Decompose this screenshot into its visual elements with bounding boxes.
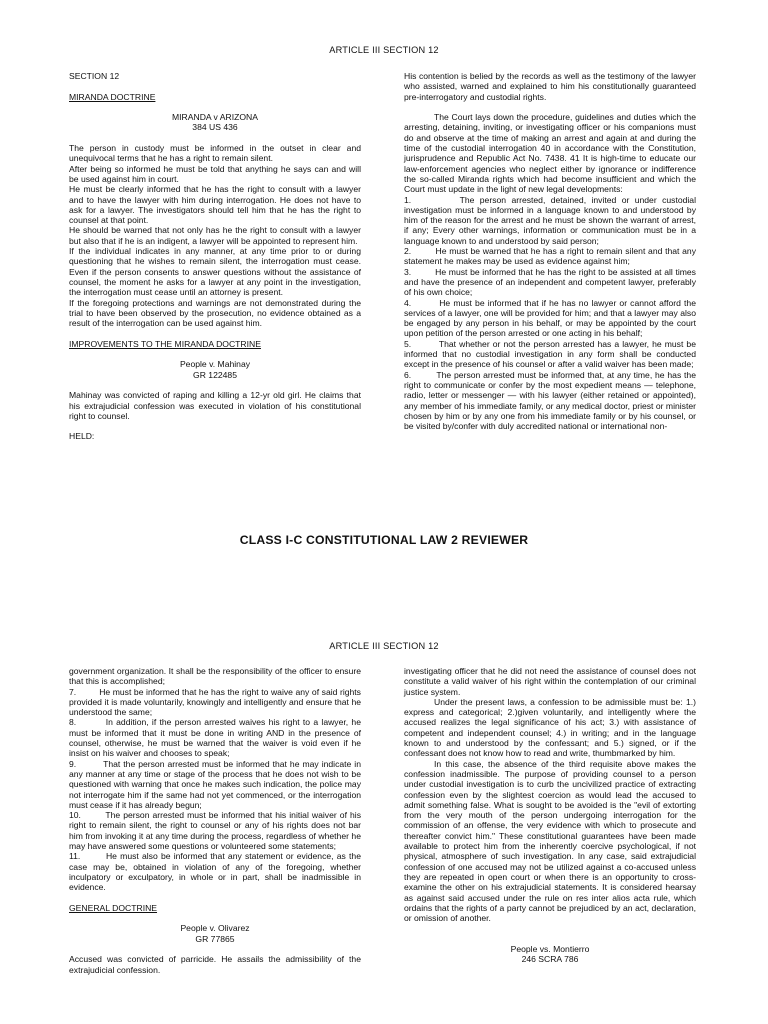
list-number: 2. xyxy=(404,246,412,257)
list-item xyxy=(404,339,696,370)
list-number: 5. xyxy=(404,338,412,349)
paragraph: The Court lays down the procedure, guidelines and duties which the arresting, detaining, inviting, or investigating officer or his companions must do and observe at the time of making an arrest and again at and during the time of the custodial interrogation 40 in accordance with the Constitution, jurisprudence and Republic Act No. 7438. 41 It is high-time to educate our law-enforcement agencies who neglect either by ignorance or indifference the so-called Miranda rights which had become insufficient and which the Court must update in the light of new legal developments: xyxy=(404,112,696,195)
list-text: In addition, if the person arrested waives his right to a lawyer, he must be informed that it must be done in writing AND in the presence of counsel, otherwise, he must be warned that the waiver is void even if he insist on his waiver and chooses to speak; xyxy=(69,717,361,759)
list-item xyxy=(69,759,361,810)
list-item xyxy=(404,195,696,246)
case-name: MIRANDA v ARIZONA xyxy=(172,112,258,123)
page-header: ARTICLE III SECTION 12 xyxy=(329,45,439,55)
list-item xyxy=(404,298,696,339)
list-number: 9. xyxy=(69,758,77,769)
paragraph: Mahinay was convicted of raping and killing a 12-yr old girl. He claims that his extrajudicial confession was executed in violation of his constitutional right to counsel. xyxy=(69,390,361,421)
case-citation: GR 122485 xyxy=(193,369,237,380)
case-citation: 246 SCRA 786 xyxy=(521,954,579,965)
list-number: 1. xyxy=(404,194,412,205)
list-number: 8. xyxy=(69,717,77,728)
list-item xyxy=(69,810,361,851)
paragraph: If the foregoing protections and warnings are not demonstrated during the trial to have been observed by the prosecution, no evidence obtained as a result of the interrogation can be used against him. xyxy=(69,297,361,329)
held-label: HELD: xyxy=(69,431,95,442)
list-text: The person arrested, detained, invited or under custodial investigation must be informed in a language known to and understood by him of the reason for the arrest and he must be shown the warrant of arrest, if any; Every other warnings, information or communication must be in a language known to and understood by said person; xyxy=(404,194,696,246)
list-item xyxy=(69,717,361,758)
list-text: He must be informed that he has the right to be assisted at all times and have the presence of an independent and competent lawyer, preferably of his own choice; xyxy=(404,266,696,298)
section-label: SECTION 12 xyxy=(69,71,120,81)
paragraph: If the individual indicates in any manner, at any time prior to or during questioning that he wishes to remain silent, the interrogation must cease. Even if the person consents to answer questions without the assistance of counsel, the moment he asks for a lawyer at any point in the investigation, the interrogation must cease until an attorney is present. xyxy=(69,246,361,298)
case-name: People v. Olivarez xyxy=(180,923,250,934)
case-citation: GR 77865 xyxy=(195,933,235,944)
list-number: 6. xyxy=(404,369,412,380)
list-item xyxy=(69,851,361,892)
paragraph: Under the present laws, a confession to be admissible must be: 1.) express and categorical; 2.)given voluntarily, and intelligently where the accused realizes the legal significance of his act; 3.) with assistance of competent and independent counsel; 4.) in writing; and in the language known to and understood by the confessant; and 5.) signed, or if the confessant does not know how to read and write, thumbmarked by him. xyxy=(404,696,696,759)
list-text: That the person arrested must be informed that he may indicate in any manner at any time or stage of the process that he does not wish to be questioned with warning that once he makes such indication, the police may not interrogate him if the same had not yet commenced, or the interrogation must cease if it has already begun; xyxy=(69,758,361,810)
list-item xyxy=(404,267,696,298)
paragraph: Accused was convicted of parricide. He assails the admissibility of the extrajudicial confession. xyxy=(69,954,361,975)
improvements-heading: IMPROVEMENTS TO THE MIRANDA DOCTRINE xyxy=(69,338,261,349)
list-text: The person arrested must be informed that his initial waiver of his right to remain silent, the right to counsel or any of his rights does not bar him from invoking it at any time during the process, regardless of whether he may have answered some questions or volunteered some statements; xyxy=(69,810,361,852)
paragraph: He should be warned that not only has he the right to consult with a lawyer but also that if he is an indigent, a lawyer will be appointed to represent him. xyxy=(69,225,361,246)
list-text: He must be warned that he has a right to remain silent and that any statement he makes may be used as evidence against him; xyxy=(404,246,696,267)
page2-right-column xyxy=(404,666,696,965)
reviewer-title: CLASS I-C CONSTITUTIONAL LAW 2 REVIEWER xyxy=(239,533,529,547)
case-name: People vs. Montierro xyxy=(510,944,590,955)
list-number: 4. xyxy=(404,297,412,308)
list-item xyxy=(404,370,696,432)
list-item xyxy=(69,687,361,718)
case-name: People v. Mahinay xyxy=(179,359,251,370)
paragraph: His contention is belied by the records as well as the testimony of the lawyer who assisted, warned and explained to him his constitutionally guaranteed pre-interrogatory and custodial rights. xyxy=(404,71,696,102)
general-doctrine-heading: GENERAL DOCTRINE xyxy=(69,902,158,913)
paragraph: He must be clearly informed that he has the right to consult with a lawyer and to have the lawyer with him during interrogation. He does not have to ask for a lawyer. The investigators should tell him that he has the right to counsel at that point. xyxy=(69,184,361,226)
paragraph: investigating officer that he did not need the assistance of counsel does not constitute a valid waiver of his right within the contemplation of our criminal justice system. xyxy=(404,666,696,697)
list-item xyxy=(404,246,696,267)
paragraph: government organization. It shall be the responsibility of the officer to ensure that this is accomplished; xyxy=(69,666,361,687)
list-number: 3. xyxy=(404,266,412,277)
list-number: 11. xyxy=(69,851,81,862)
doctrine-heading: MIRANDA DOCTRINE xyxy=(69,91,156,102)
case-citation: 384 US 436 xyxy=(192,122,238,133)
list-text: He must be informed that if he has no lawyer or cannot afford the services of a lawyer, one will be provided for him; and that a lawyer may also be engaged by any person in his behalf, or may be appointed by the court upon petition of the person arrested or one acting in his behalf; xyxy=(404,297,696,339)
page1-left-column xyxy=(69,71,361,442)
list-text: The person arrested must be informed that, at any time, he has the right to communicate or confer by the most expedient means — telephone, radio, letter or messenger — with his lawyer (either retained or appointed), any member of his immediate family, or any medical doctor, priest or minister chosen by him or by any one from his immediate family or by his counsel, or be visited by/confer with duly accredited national or international non- xyxy=(404,369,696,432)
page1-right-column xyxy=(404,71,696,431)
page-header: ARTICLE III SECTION 12 xyxy=(329,641,439,651)
list-text: He must also be informed that any statement or evidence, as the case may be, obtained in violation of any of the foregoing, whether inculpatory or exculpatory, in whole or in part, shall be inadmissible in evidence. xyxy=(69,851,361,893)
paragraph: After being so informed he must be told that anything he says can and will be used against him in court. xyxy=(69,163,361,184)
list-text: He must be informed that he has the right to waive any of said rights provided it is made voluntarily, knowingly and intelligently and ensure that he understood the same; xyxy=(69,686,361,718)
paragraph: The person in custody must be informed in the outset in clear and unequivocal terms that he has a right to remain silent. xyxy=(69,143,361,164)
list-number: 10. xyxy=(69,810,81,821)
paragraph: In this case, the absence of the third requisite above makes the confession inadmissible. The purpose of providing counsel to a person under custodial investigation is to curb the uncivilized practice of extracting confession even by the slightest coercion as would lead the accused to admit something false. What is sought to be avoided is the "evil of extorting from the very mouth of the person undergoing interrogation for the commission of an offense, the very evidence with which to prosecute and thereafter convict him." These constitutional guarantees have been made available to protect him from the inherently coercive psychological, if not physical, atmosphere of such investigation. In any case, said extrajudicial confession of one accused may not be utilized against a co-accused unless they are repeated in open court or when there is an opportunity to cross-examine the other on his extrajudicial statements. It is considered hearsay as against said accused under the rule on res inter alios acta rule, which ordains that the rights of a party cannot be prejudiced by an act, declaration, or omission of another. xyxy=(404,758,696,924)
list-number: 7. xyxy=(69,686,77,697)
page2-left-column xyxy=(69,666,361,975)
list-text: That whether or not the person arrested has a lawyer, he must be informed that no custodial investigation in any form shall be conducted except in the presence of his counsel or after a valid waiver has been made; xyxy=(404,338,696,370)
